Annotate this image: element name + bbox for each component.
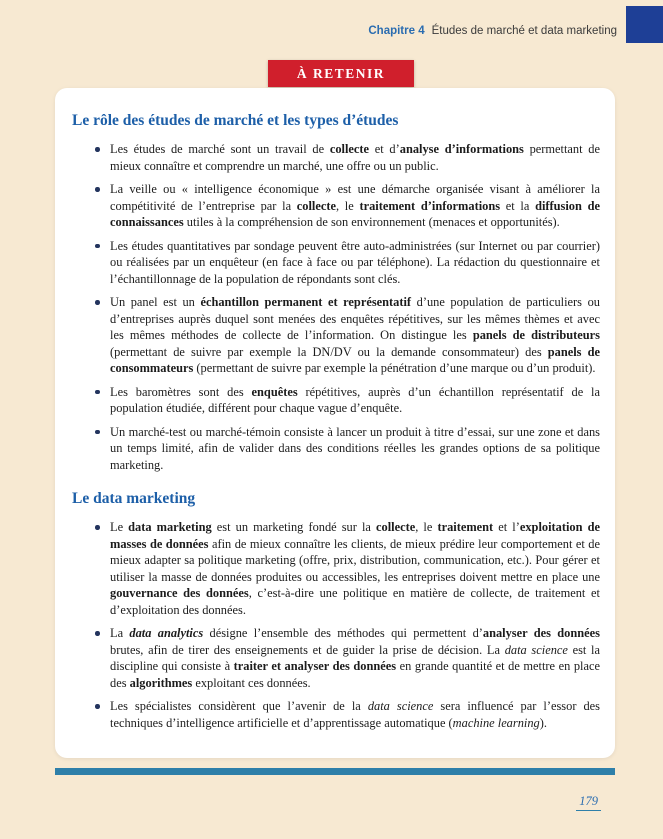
bullet-list [72,519,600,731]
section-heading: Le rôle des études de marché et les types d’études [72,112,399,129]
chapter-title: Études de marché et data marketing [431,25,617,37]
chapter-corner-tab [626,6,663,43]
list-item: Les études de marché sont un travail de collecte et d’analyse d’informations permettant de mieux connaître et comprendre un marché, une offre ou un public. [110,142,600,173]
list-item: La veille ou « intelligence économique » est une démarche organisée visant à améliorer la compétitivité de l’entreprise par la collecte, le traitement d’informations et la diffusion de connaissances utiles à la compréhension de son environnement (menaces et opportunités). [110,182,600,229]
a-retenir-banner: À RETENIR [268,60,414,87]
section-data-marketing [72,490,600,731]
list-item: La data analytics désigne l’ensemble des méthodes qui permettent d’analyser des données brutes, afin de tirer des enseignements et de guider la prise de décision. La data science est la discipline qui consiste à traiter et analyser des données en grande quantité et de mettre en place des algorithmes exploitant ces données. [110,626,600,690]
list-item: Un marché-test ou marché-témoin consiste à lancer un produit à titre d’essai, sur une zone et dans un temps limité, afin de valider dans des conditions réelles les grandes options de sa politique marketing. [110,424,600,472]
list-item: Le data marketing est un marketing fondé sur la collecte, le traitement et l’exploitation de masses de données afin de mieux connaître les clients, de mieux prédire leur comportement et de mieux adapter sa politique marketing (offre, prix, distribution, communication, etc.). Pour gérer et utiliser la masse de données produites ou accessibles, les entreprises doivent mettre en place une gouvernance des données, c’est-à-dire une politique en matière de collecte, de traitement et d’exploitation des données. [110,520,600,617]
page-number: 179 [576,794,601,811]
footer-divider-bar [55,768,615,775]
list-item: Un panel est un échantillon permanent et représentatif d’une population de particuliers ou d’entreprises auprès duquel sont menées des enquêtes répétitives, sur les mêmes thèmes et avec les mêmes méthodes de collecte de l’information. On distingue les panels de distributeurs (permettant de suivre par exemple la DN/DV ou la demande consommateur) des panels de consommateurs (permettant de suivre par exemple la pénétration d’une marque ou d’un produit). [110,295,600,375]
content-card [55,88,615,758]
list-item: Les baromètres sont des enquêtes répétitives, auprès d’un échantillon représentatif de la population étudiée, différent pour chaque vague d’enquête. [110,384,600,415]
list-item: Les études quantitatives par sondage peuvent être auto-administrées (sur Internet ou par courrier) ou réalisées par un enquêteur (en face à face ou par téléphone). La rédaction du questionnaire et l’échantillonnage de la population de répondants sont clés. [110,238,600,286]
section-heading: Le data marketing [72,490,196,507]
chapter-label: Chapitre 4 [368,25,425,37]
page-header [368,25,617,37]
list-item: Les spécialistes considèrent que l’avenir de la data science sera influencé par l’essor des techniques d’intelligence artificielle et d’apprentissage automatique (machine learning). [110,699,601,730]
bullet-list [72,141,600,473]
section-etudes-de-marche [72,112,600,473]
